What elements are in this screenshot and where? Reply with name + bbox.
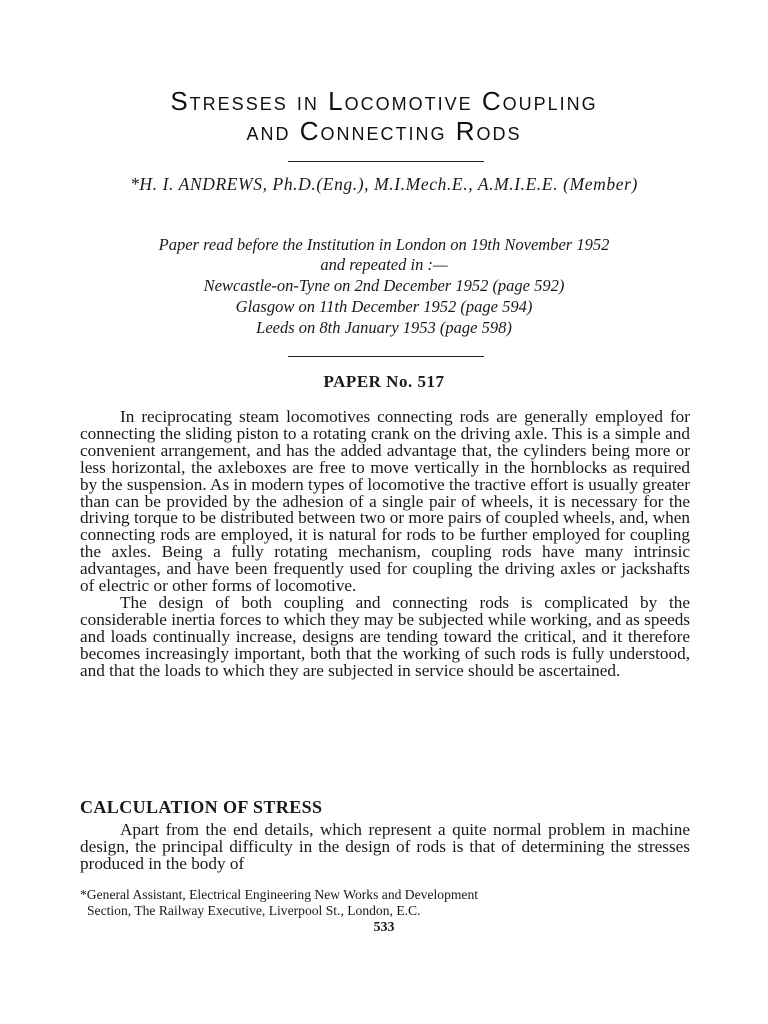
- section-text: [80, 822, 690, 873]
- reading-divider: [288, 356, 484, 357]
- reading-venue-newcastle: Newcastle-on-Tyne on 2nd December 1952 (page 592): [203, 276, 565, 295]
- reading-note-line-2: and repeated in :—: [320, 255, 448, 274]
- footnote: [80, 887, 690, 919]
- paper-title-line-2: and Connecting Rods: [246, 116, 522, 146]
- section-heading: CALCULATION OF STRESS: [80, 797, 323, 817]
- paper-title-line-1: Stresses in Locomotive Coupling: [170, 86, 598, 116]
- page-number: 533: [373, 920, 395, 935]
- body-paragraph: In reciprocating steam locomotives connecting rods are generally employed for connecting the sliding piston to a rotating crank on the driving axle. This is a simple and convenient arrangement, and has the added advantage that, the cylinders being more or less horizontal, the axleboxes are free to move vertically in the hornblocks as required by the suspension. As in modern types of locomotive the tractive effort is usually greater than can be provided by the adhesion of a single pair of wheels, it is necessary for the driving torque to be distributed between two or more pairs of coupled wheels, and, when connecting rods are employed, it is natural for rods to be further employed for coupling the axles. Being a fully rotating mechanism, coupling rods have many intrinsic advantages, and have been frequently used for coupling the driving axles or jackshafts of electric or other forms of locomotive.: [80, 407, 690, 596]
- body-paragraph: The design of both coupling and connecting rods is complicated by the considerable inertia forces to which they may be subjected while working, and as speeds and loads continually increase, designs are tending toward the critical, and it therefore becomes increasingly important, both that the working of such rods is fully understood, and that the loads to which they are subjected in service should be ascertained.: [80, 592, 690, 680]
- footnote-line-1: *General Assistant, Electrical Engineering New Works and Development: [80, 887, 479, 902]
- footnote-line-2: Section, The Railway Executive, Liverpool St., London, E.C.: [87, 903, 421, 918]
- paper-number: PAPER No. 517: [323, 372, 445, 391]
- reading-venue-leeds: Leeds on 8th January 1953 (page 598): [256, 318, 512, 337]
- author-line: *H. I. ANDREWS, Ph.D.(Eng.), M.I.Mech.E., A.M.I.E.E. (Member): [130, 174, 638, 194]
- reading-note-line-1: Paper read before the Institution in London on 19th November 1952: [158, 235, 610, 254]
- reading-venue-glasgow: Glasgow on 11th December 1952 (page 594): [235, 297, 533, 316]
- title-divider: [288, 161, 484, 162]
- introduction-text: [80, 409, 690, 680]
- body-paragraph: Apart from the end details, which represent a quite normal problem in machine design, the principal difficulty in the design of rods is that of determining the stresses produced in the body of: [80, 820, 690, 873]
